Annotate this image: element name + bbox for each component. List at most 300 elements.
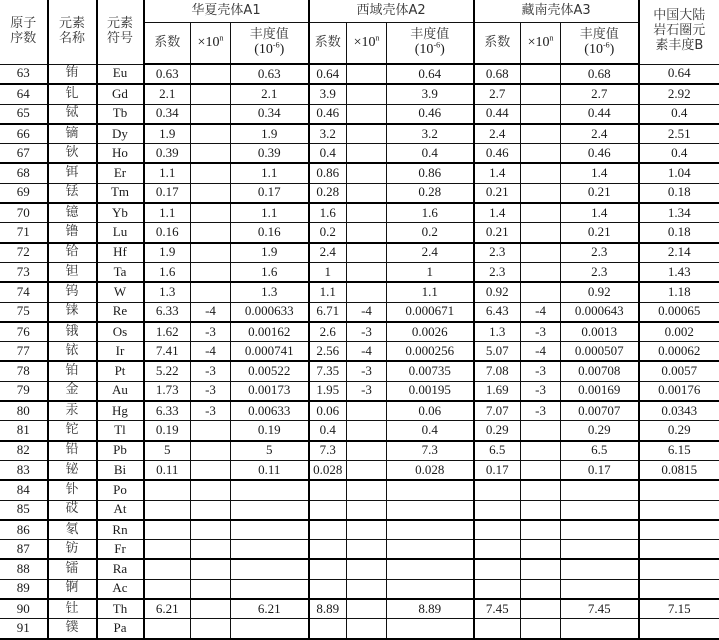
cell-a1-exponent: -3: [191, 322, 231, 342]
cell-a1-abundance: 0.17: [231, 183, 309, 203]
cell-atomic-number: 64: [0, 84, 48, 104]
table-row: [0, 322, 719, 342]
cell-a3-exponent: [521, 124, 561, 144]
cell-a2-exponent: [347, 64, 387, 84]
cell-a3-coefficient: 6.5: [474, 441, 521, 461]
cell-a2-abundance: [387, 520, 474, 540]
cell-a2-coefficient: [309, 559, 347, 579]
cell-b-abundance: 0.4: [639, 104, 719, 124]
cell-element-symbol: Fr: [97, 540, 144, 560]
cell-a2-exponent: [347, 124, 387, 144]
cell-element-name: 镱: [48, 203, 97, 223]
cell-a3-abundance: [561, 500, 639, 520]
cell-a1-exponent: [191, 223, 231, 243]
cell-a2-exponent: [347, 500, 387, 520]
cell-a1-coefficient: 0.19: [144, 421, 191, 441]
cell-a1-coefficient: [144, 520, 191, 540]
header-a1-exponent: [191, 23, 231, 65]
cell-a1-coefficient: [144, 579, 191, 599]
cell-a1-coefficient: 1.3: [144, 282, 191, 302]
cell-a3-exponent: [521, 559, 561, 579]
cell-a1-coefficient: [144, 559, 191, 579]
cell-a1-abundance: 0.000633: [231, 302, 309, 322]
cell-element-symbol: Gd: [97, 84, 144, 104]
cell-a1-abundance: [231, 579, 309, 599]
abundance-unit: [561, 42, 638, 59]
header-line: 符号: [106, 30, 133, 46]
cell-a3-abundance: 0.00708: [561, 361, 639, 381]
cell-a1-exponent: [191, 163, 231, 183]
header-line: 元素: [106, 15, 133, 31]
cell-a2-coefficient: 1.6: [309, 203, 347, 223]
cell-a2-abundance: 0.06: [387, 401, 474, 421]
table-row: [0, 381, 719, 401]
cell-a2-abundance: [387, 579, 474, 599]
cell-a3-coefficient: 0.29: [474, 421, 521, 441]
cell-a1-exponent: [191, 124, 231, 144]
cell-a2-coefficient: 3.2: [309, 124, 347, 144]
cell-a1-exponent: [191, 540, 231, 560]
cell-a2-coefficient: 2.56: [309, 342, 347, 362]
table-row: [0, 144, 719, 164]
table-row: [0, 302, 719, 322]
cell-element-symbol: Au: [97, 381, 144, 401]
cell-a3-abundance: 2.3: [561, 243, 639, 263]
cell-a3-abundance: 0.92: [561, 282, 639, 302]
cell-element-symbol: Tm: [97, 183, 144, 203]
cell-a3-exponent: [521, 104, 561, 124]
table-row: [0, 84, 719, 104]
cell-element-symbol: Ir: [97, 342, 144, 362]
cell-b-abundance: 0.18: [639, 183, 719, 203]
cell-element-name: 钽: [48, 262, 97, 282]
cell-a2-coefficient: 7.3: [309, 441, 347, 461]
cell-a2-exponent: [347, 163, 387, 183]
cell-a1-exponent: -3: [191, 381, 231, 401]
header-group-a1: 华夏壳体A1: [144, 0, 309, 23]
cell-a3-coefficient: 0.21: [474, 183, 521, 203]
cell-a2-exponent: -3: [347, 322, 387, 342]
cell-a2-abundance: 1.1: [387, 282, 474, 302]
cell-a3-coefficient: 2.3: [474, 262, 521, 282]
cell-a1-exponent: -3: [191, 401, 231, 421]
cell-a1-coefficient: 0.63: [144, 64, 191, 84]
cell-a1-abundance: [231, 559, 309, 579]
cell-a1-coefficient: 6.21: [144, 599, 191, 619]
cell-a3-coefficient: 0.92: [474, 282, 521, 302]
cell-a2-coefficient: 8.89: [309, 599, 347, 619]
cell-a1-abundance: 1.9: [231, 124, 309, 144]
header-a1-coefficient: 系数: [144, 23, 191, 65]
cell-a3-exponent: [521, 262, 561, 282]
cell-a2-abundance: [387, 500, 474, 520]
cell-a3-abundance: 0.68: [561, 64, 639, 84]
cell-a2-abundance: 8.89: [387, 599, 474, 619]
cell-a2-abundance: 0.028: [387, 460, 474, 480]
unit-prefix: (10: [584, 42, 603, 58]
cell-a3-exponent: [521, 282, 561, 302]
cell-a3-abundance: [561, 520, 639, 540]
cell-a2-abundance: 0.2: [387, 223, 474, 243]
cell-a3-abundance: 1.4: [561, 163, 639, 183]
cell-a2-exponent: [347, 183, 387, 203]
header-line: 名称: [58, 30, 85, 46]
cell-a3-coefficient: [474, 540, 521, 560]
cell-element-symbol: Pt: [97, 361, 144, 381]
cell-atomic-number: 84: [0, 480, 48, 500]
cell-element-name: 铊: [48, 421, 97, 441]
cell-element-name: 汞: [48, 401, 97, 421]
cell-a2-exponent: [347, 520, 387, 540]
cell-a3-abundance: 0.21: [561, 223, 639, 243]
cell-a3-coefficient: 6.43: [474, 302, 521, 322]
cell-a1-exponent: [191, 262, 231, 282]
cell-a1-abundance: 0.00173: [231, 381, 309, 401]
cell-element-symbol: Rn: [97, 520, 144, 540]
cell-a2-coefficient: 0.4: [309, 144, 347, 164]
cell-element-symbol: Hg: [97, 401, 144, 421]
cell-a2-exponent: [347, 144, 387, 164]
table-row: [0, 559, 719, 579]
cell-a1-exponent: [191, 500, 231, 520]
cell-a3-exponent: [521, 84, 561, 104]
cell-a2-abundance: 0.28: [387, 183, 474, 203]
cell-a3-abundance: 2.7: [561, 84, 639, 104]
cell-a2-abundance: 0.4: [387, 144, 474, 164]
cell-a1-abundance: 1.9: [231, 243, 309, 263]
cell-element-symbol: Pa: [97, 619, 144, 639]
cell-a1-exponent: [191, 421, 231, 441]
abundance-label: 丰度值: [249, 26, 289, 42]
header-a2-abundance: [387, 23, 474, 65]
cell-atomic-number: 65: [0, 104, 48, 124]
cell-atomic-number: 66: [0, 124, 48, 144]
cell-a3-abundance: 0.17: [561, 460, 639, 480]
cell-element-name: 铥: [48, 183, 97, 203]
cell-a3-abundance: 0.000507: [561, 342, 639, 362]
cell-b-abundance: 0.0343: [639, 401, 719, 421]
abundance-label: 丰度值: [410, 26, 450, 42]
cell-a2-exponent: [347, 599, 387, 619]
cell-a1-coefficient: [144, 619, 191, 639]
cell-a1-exponent: -4: [191, 342, 231, 362]
cell-element-name: 铽: [48, 104, 97, 124]
cell-a3-exponent: -3: [521, 381, 561, 401]
cell-b-abundance: 7.15: [639, 599, 719, 619]
cell-a2-abundance: [387, 619, 474, 639]
cell-a2-abundance: [387, 559, 474, 579]
cell-a1-exponent: [191, 460, 231, 480]
cell-a3-exponent: [521, 500, 561, 520]
cell-a1-abundance: 0.34: [231, 104, 309, 124]
cell-a2-abundance: 3.9: [387, 84, 474, 104]
cell-a1-coefficient: 0.34: [144, 104, 191, 124]
cell-atomic-number: 70: [0, 203, 48, 223]
cell-a3-abundance: 1.4: [561, 203, 639, 223]
cell-atomic-number: 88: [0, 559, 48, 579]
cell-b-abundance: 0.00176: [639, 381, 719, 401]
cell-a2-exponent: [347, 559, 387, 579]
cell-b-abundance: 0.18: [639, 223, 719, 243]
cell-a2-abundance: 1.6: [387, 203, 474, 223]
cell-element-symbol: Po: [97, 480, 144, 500]
cell-a3-abundance: 0.29: [561, 421, 639, 441]
exponent-prefix: ×10: [527, 34, 550, 50]
cell-b-abundance: 0.0815: [639, 460, 719, 480]
cell-atomic-number: 81: [0, 421, 48, 441]
cell-a2-exponent: [347, 579, 387, 599]
cell-atomic-number: 91: [0, 619, 48, 639]
cell-b-abundance: [639, 619, 719, 639]
cell-a2-coefficient: 1: [309, 262, 347, 282]
cell-a3-coefficient: 1.4: [474, 203, 521, 223]
cell-a2-exponent: [347, 480, 387, 500]
cell-element-name: 金: [48, 381, 97, 401]
cell-a3-exponent: [521, 441, 561, 461]
cell-atomic-number: 74: [0, 282, 48, 302]
cell-a2-exponent: [347, 441, 387, 461]
cell-a2-abundance: 0.46: [387, 104, 474, 124]
cell-atomic-number: 82: [0, 441, 48, 461]
cell-atomic-number: 73: [0, 262, 48, 282]
cell-a1-exponent: [191, 619, 231, 639]
cell-a3-abundance: 0.44: [561, 104, 639, 124]
cell-a2-exponent: -4: [347, 302, 387, 322]
cell-a3-exponent: [521, 619, 561, 639]
cell-element-name: 铋: [48, 460, 97, 480]
header-group-a3: 藏南壳体A3: [474, 0, 639, 23]
cell-a2-coefficient: 6.71: [309, 302, 347, 322]
cell-b-abundance: 2.51: [639, 124, 719, 144]
cell-a3-abundance: 2.4: [561, 124, 639, 144]
cell-a3-exponent: -3: [521, 401, 561, 421]
cell-a1-abundance: 0.00162: [231, 322, 309, 342]
table-row: [0, 223, 719, 243]
cell-atomic-number: 72: [0, 243, 48, 263]
cell-a1-exponent: [191, 104, 231, 124]
cell-atomic-number: 76: [0, 322, 48, 342]
cell-element-symbol: Ho: [97, 144, 144, 164]
cell-atomic-number: 68: [0, 163, 48, 183]
cell-a1-coefficient: 1.6: [144, 262, 191, 282]
cell-element-name: 铒: [48, 163, 97, 183]
cell-b-abundance: 6.15: [639, 441, 719, 461]
cell-a3-exponent: [521, 243, 561, 263]
cell-element-name: 钨: [48, 282, 97, 302]
cell-a3-coefficient: 2.7: [474, 84, 521, 104]
cell-a3-coefficient: 0.21: [474, 223, 521, 243]
cell-a2-coefficient: 1.95: [309, 381, 347, 401]
cell-atomic-number: 90: [0, 599, 48, 619]
cell-a1-exponent: [191, 84, 231, 104]
cell-a2-exponent: [347, 243, 387, 263]
cell-a1-exponent: [191, 243, 231, 263]
cell-a1-abundance: 6.21: [231, 599, 309, 619]
table-row: [0, 361, 719, 381]
cell-a3-coefficient: [474, 520, 521, 540]
cell-a3-abundance: [561, 559, 639, 579]
table-row: [0, 124, 719, 144]
cell-a1-abundance: 0.00522: [231, 361, 309, 381]
header-group-a2: 西域壳体A2: [309, 0, 474, 23]
cell-a3-abundance: 2.3: [561, 262, 639, 282]
cell-atomic-number: 77: [0, 342, 48, 362]
cell-a1-coefficient: 5: [144, 441, 191, 461]
cell-a3-exponent: -3: [521, 322, 561, 342]
cell-a2-abundance: 0.000671: [387, 302, 474, 322]
cell-element-symbol: Tb: [97, 104, 144, 124]
cell-a3-abundance: [561, 480, 639, 500]
table-row: [0, 460, 719, 480]
cell-element-symbol: Th: [97, 599, 144, 619]
exponent-superscript: n: [549, 33, 554, 43]
cell-element-name: 铱: [48, 342, 97, 362]
cell-b-abundance: [639, 559, 719, 579]
cell-a1-abundance: 0.39: [231, 144, 309, 164]
cell-a1-abundance: [231, 500, 309, 520]
cell-a1-abundance: [231, 480, 309, 500]
cell-a2-coefficient: 0.028: [309, 460, 347, 480]
table-row: [0, 243, 719, 263]
cell-a1-exponent: [191, 579, 231, 599]
cell-atomic-number: 71: [0, 223, 48, 243]
table-row: [0, 401, 719, 421]
cell-a1-coefficient: 1.1: [144, 203, 191, 223]
cell-a3-abundance: 0.00169: [561, 381, 639, 401]
cell-element-symbol: Hf: [97, 243, 144, 263]
cell-a2-coefficient: 3.9: [309, 84, 347, 104]
cell-a3-exponent: [521, 540, 561, 560]
cell-a2-coefficient: 0.46: [309, 104, 347, 124]
cell-a3-coefficient: 1.4: [474, 163, 521, 183]
cell-element-name: 铼: [48, 302, 97, 322]
cell-element-symbol: Os: [97, 322, 144, 342]
cell-a3-coefficient: 5.07: [474, 342, 521, 362]
cell-element-symbol: Dy: [97, 124, 144, 144]
cell-a3-exponent: [521, 579, 561, 599]
cell-a3-exponent: [521, 64, 561, 84]
cell-b-abundance: 2.92: [639, 84, 719, 104]
cell-a3-exponent: [521, 421, 561, 441]
cell-a2-abundance: 2.4: [387, 243, 474, 263]
header-continental-abundance-b: [639, 0, 719, 64]
cell-atomic-number: 89: [0, 579, 48, 599]
cell-b-abundance: 0.64: [639, 64, 719, 84]
unit-superscript: -6: [272, 40, 280, 50]
cell-a2-exponent: -3: [347, 361, 387, 381]
cell-b-abundance: 1.43: [639, 262, 719, 282]
header-a3-exponent: [521, 23, 561, 65]
cell-a3-exponent: [521, 480, 561, 500]
cell-a2-coefficient: [309, 619, 347, 639]
cell-a2-coefficient: 7.35: [309, 361, 347, 381]
cell-a1-exponent: [191, 183, 231, 203]
cell-a3-coefficient: 1.3: [474, 322, 521, 342]
cell-element-name: 镥: [48, 223, 97, 243]
cell-element-symbol: Eu: [97, 64, 144, 84]
unit-suffix: ): [609, 42, 615, 58]
cell-a1-coefficient: 1.9: [144, 124, 191, 144]
cell-element-name: 镝: [48, 124, 97, 144]
cell-element-name: 钆: [48, 84, 97, 104]
cell-a2-coefficient: 0.64: [309, 64, 347, 84]
cell-a1-exponent: [191, 64, 231, 84]
cell-a3-coefficient: 1.69: [474, 381, 521, 401]
cell-a3-coefficient: [474, 619, 521, 639]
cell-b-abundance: [639, 540, 719, 560]
header-line: 岩石圈元: [653, 23, 706, 39]
cell-a1-exponent: [191, 441, 231, 461]
cell-a3-abundance: 0.21: [561, 183, 639, 203]
header-element-symbol: [97, 0, 144, 64]
cell-a1-exponent: [191, 144, 231, 164]
table-row: [0, 540, 719, 560]
cell-a2-exponent: [347, 421, 387, 441]
cell-b-abundance: [639, 500, 719, 520]
cell-b-abundance: [639, 520, 719, 540]
cell-a1-coefficient: 1.1: [144, 163, 191, 183]
exponent-superscript: n: [375, 33, 380, 43]
cell-a3-coefficient: 7.08: [474, 361, 521, 381]
cell-element-symbol: Pb: [97, 441, 144, 461]
cell-a2-abundance: 0.64: [387, 64, 474, 84]
cell-a3-coefficient: 7.45: [474, 599, 521, 619]
cell-a3-exponent: [521, 223, 561, 243]
cell-atomic-number: 87: [0, 540, 48, 560]
unit-prefix: (10: [254, 42, 273, 58]
cell-atomic-number: 78: [0, 361, 48, 381]
cell-a3-abundance: [561, 540, 639, 560]
cell-a2-coefficient: [309, 480, 347, 500]
cell-a1-abundance: 1.3: [231, 282, 309, 302]
cell-element-name: 锕: [48, 579, 97, 599]
cell-element-symbol: Tl: [97, 421, 144, 441]
header-element-name: [48, 0, 97, 64]
cell-a2-abundance: 3.2: [387, 124, 474, 144]
cell-a1-abundance: 0.11: [231, 460, 309, 480]
header-line: 中国大陆: [653, 8, 706, 24]
cell-a2-exponent: [347, 619, 387, 639]
cell-a2-exponent: [347, 460, 387, 480]
cell-a3-coefficient: 7.07: [474, 401, 521, 421]
cell-element-name: 钫: [48, 540, 97, 560]
cell-a2-abundance: 7.3: [387, 441, 474, 461]
table-row: [0, 64, 719, 84]
table-row: [0, 520, 719, 540]
table-row: [0, 421, 719, 441]
cell-a1-exponent: [191, 203, 231, 223]
cell-b-abundance: [639, 579, 719, 599]
cell-a3-abundance: 0.00707: [561, 401, 639, 421]
cell-a1-abundance: 2.1: [231, 84, 309, 104]
cell-a1-exponent: -3: [191, 361, 231, 381]
table-row: [0, 500, 719, 520]
cell-a1-coefficient: 1.9: [144, 243, 191, 263]
cell-a2-exponent: [347, 203, 387, 223]
unit-suffix: ): [440, 42, 445, 58]
cell-a2-coefficient: 2.4: [309, 243, 347, 263]
cell-a1-exponent: [191, 599, 231, 619]
table-row: [0, 104, 719, 124]
abundance-label: 丰度值: [579, 26, 619, 42]
table-row: [0, 342, 719, 362]
cell-a2-abundance: 0.4: [387, 421, 474, 441]
cell-a1-coefficient: 5.22: [144, 361, 191, 381]
table-row: [0, 183, 719, 203]
cell-a2-abundance: 0.00735: [387, 361, 474, 381]
cell-a3-coefficient: 2.3: [474, 243, 521, 263]
cell-b-abundance: 2.14: [639, 243, 719, 263]
